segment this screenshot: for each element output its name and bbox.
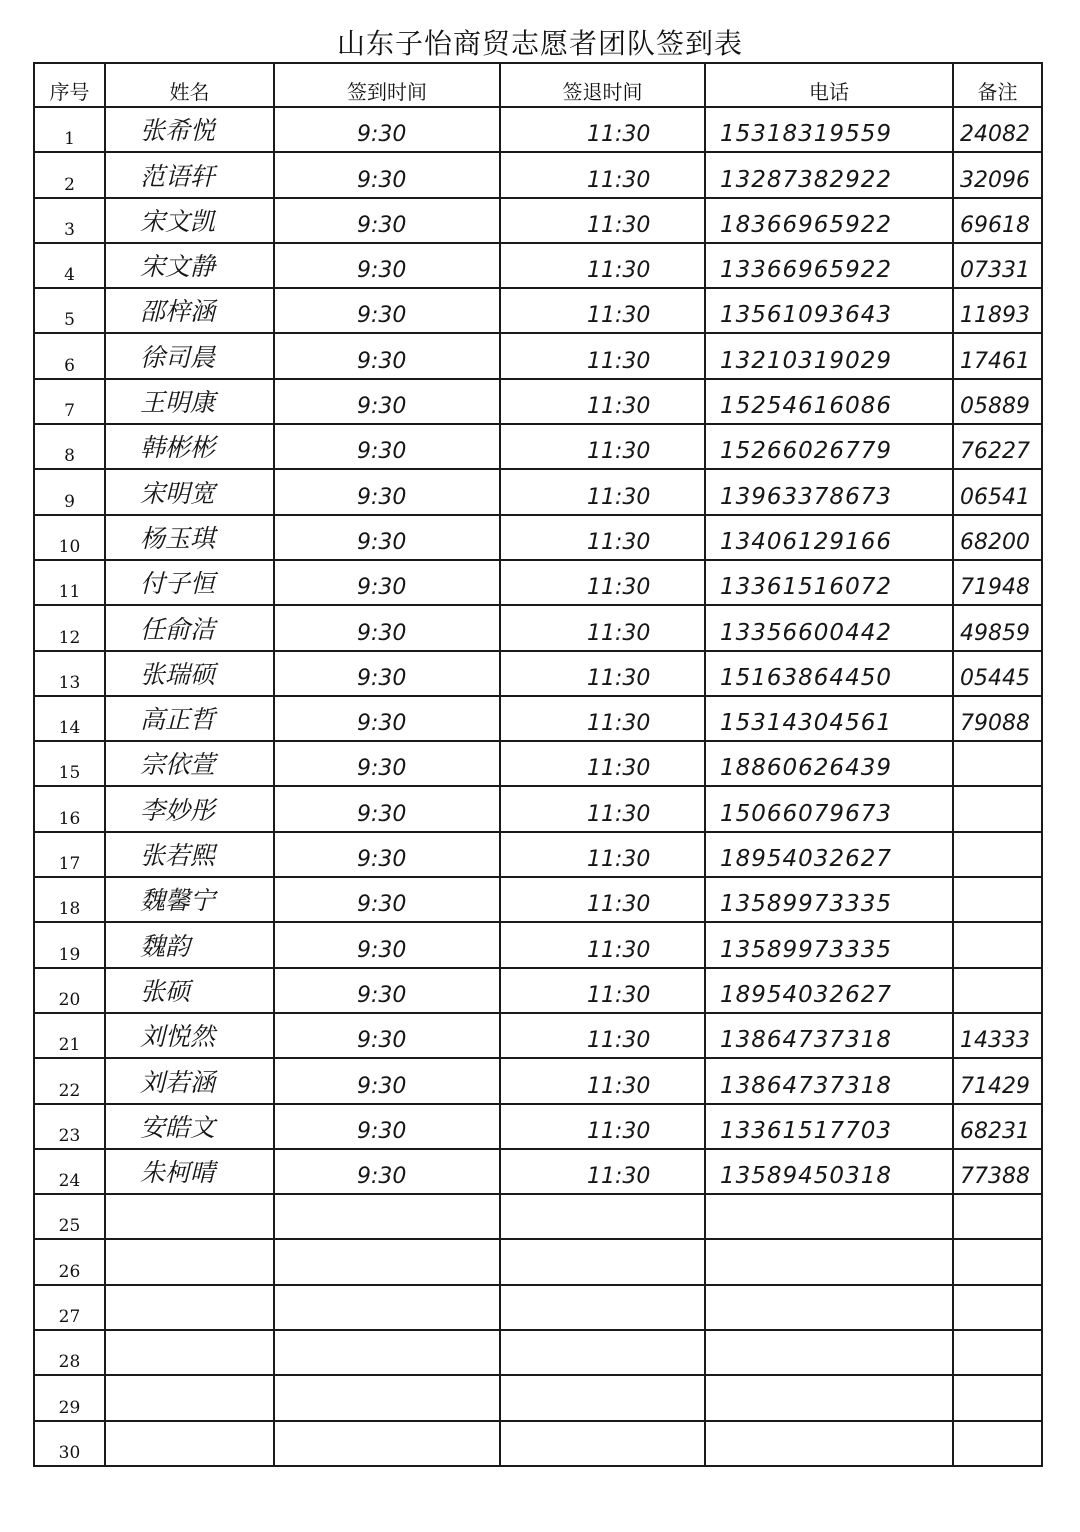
name-cell <box>105 1194 274 1239</box>
header-note: 备注 <box>953 63 1042 107</box>
signout-time-cell <box>500 1375 705 1420</box>
row-number: 7 <box>34 379 105 424</box>
name-cell: 刘若涵 <box>105 1058 274 1103</box>
name-cell <box>105 1239 274 1284</box>
signin-table <box>33 62 1043 1467</box>
table-row <box>34 877 1042 922</box>
row-number: 27 <box>34 1285 105 1330</box>
phone-cell: 18860626439 <box>705 741 953 786</box>
note-cell <box>953 741 1042 786</box>
signout-time-cell: 11:30 <box>500 469 705 514</box>
name-cell: 宋明宽 <box>105 469 274 514</box>
name-cell: 范语轩 <box>105 152 274 197</box>
note-cell <box>953 968 1042 1013</box>
signin-time-cell: 9:30 <box>274 152 500 197</box>
signin-time-cell: 9:30 <box>274 560 500 605</box>
signin-time-cell: 9:30 <box>274 696 500 741</box>
signout-time-cell <box>500 1421 705 1466</box>
name-cell: 张瑞硕 <box>105 651 274 696</box>
table-row <box>34 424 1042 469</box>
table-row <box>34 968 1042 1013</box>
name-cell: 安皓文 <box>105 1104 274 1149</box>
name-cell <box>105 1421 274 1466</box>
signin-time-cell <box>274 1285 500 1330</box>
note-cell: 05445 <box>953 651 1042 696</box>
signin-time-cell: 9:30 <box>274 1104 500 1149</box>
note-cell: 06541 <box>953 469 1042 514</box>
note-cell <box>953 1375 1042 1420</box>
phone-cell: 13406129166 <box>705 515 953 560</box>
table-row <box>34 152 1042 197</box>
row-number: 24 <box>34 1149 105 1194</box>
signin-time-cell: 9:30 <box>274 741 500 786</box>
table-row <box>34 1421 1042 1466</box>
table-row <box>34 243 1042 288</box>
row-number: 2 <box>34 152 105 197</box>
note-cell: 79088 <box>953 696 1042 741</box>
header-signin-time: 签到时间 <box>274 63 500 107</box>
row-number: 3 <box>34 198 105 243</box>
signin-time-cell: 9:30 <box>274 922 500 967</box>
note-cell: 76227 <box>953 424 1042 469</box>
table-row <box>34 832 1042 877</box>
signout-time-cell: 11:30 <box>500 741 705 786</box>
note-cell: 69618 <box>953 198 1042 243</box>
signout-time-cell: 11:30 <box>500 1104 705 1149</box>
name-cell: 邵梓涵 <box>105 288 274 333</box>
signin-time-cell: 9:30 <box>274 379 500 424</box>
signout-time-cell: 11:30 <box>500 288 705 333</box>
header-phone: 电话 <box>705 63 953 107</box>
signout-time-cell: 11:30 <box>500 152 705 197</box>
row-number: 17 <box>34 832 105 877</box>
note-cell: 14333 <box>953 1013 1042 1058</box>
signout-time-cell <box>500 1330 705 1375</box>
signin-time-cell <box>274 1239 500 1284</box>
row-number: 13 <box>34 651 105 696</box>
page-title: 山东子怡商贸志愿者团队签到表 <box>336 27 743 60</box>
note-cell: 17461 <box>953 333 1042 378</box>
signin-time-cell <box>274 1375 500 1420</box>
note-cell: 05889 <box>953 379 1042 424</box>
table-row <box>34 1330 1042 1375</box>
name-cell: 张希悦 <box>105 107 274 152</box>
name-cell <box>105 1330 274 1375</box>
row-number: 6 <box>34 333 105 378</box>
row-number: 25 <box>34 1194 105 1239</box>
signin-time-cell: 9:30 <box>274 605 500 650</box>
row-number: 19 <box>34 922 105 967</box>
name-cell <box>105 1285 274 1330</box>
table-row <box>34 786 1042 831</box>
phone-cell: 15254616086 <box>705 379 953 424</box>
note-cell: 68200 <box>953 515 1042 560</box>
name-cell: 杨玉琪 <box>105 515 274 560</box>
row-number: 8 <box>34 424 105 469</box>
signin-time-cell: 9:30 <box>274 198 500 243</box>
signout-time-cell: 11:30 <box>500 968 705 1013</box>
phone-cell: 18366965922 <box>705 198 953 243</box>
signout-time-cell <box>500 1239 705 1284</box>
note-cell: 49859 <box>953 605 1042 650</box>
table-row <box>34 1013 1042 1058</box>
table-row <box>34 651 1042 696</box>
table-row <box>34 560 1042 605</box>
signin-time-cell: 9:30 <box>274 333 500 378</box>
signout-time-cell: 11:30 <box>500 333 705 378</box>
row-number: 4 <box>34 243 105 288</box>
signin-time-cell: 9:30 <box>274 832 500 877</box>
row-number: 5 <box>34 288 105 333</box>
signout-time-cell <box>500 1194 705 1239</box>
table-row <box>34 1104 1042 1149</box>
signin-time-cell: 9:30 <box>274 469 500 514</box>
name-cell: 张硕 <box>105 968 274 1013</box>
phone-cell: 13864737318 <box>705 1013 953 1058</box>
phone-cell: 13287382922 <box>705 152 953 197</box>
note-cell <box>953 1330 1042 1375</box>
row-number: 26 <box>34 1239 105 1284</box>
name-cell: 宋文凯 <box>105 198 274 243</box>
phone-cell: 13356600442 <box>705 605 953 650</box>
note-cell <box>953 786 1042 831</box>
signout-time-cell: 11:30 <box>500 696 705 741</box>
phone-cell: 13864737318 <box>705 1058 953 1103</box>
name-cell: 宋文静 <box>105 243 274 288</box>
signout-time-cell: 11:30 <box>500 832 705 877</box>
signout-time-cell: 11:30 <box>500 424 705 469</box>
phone-cell: 18954032627 <box>705 832 953 877</box>
name-cell: 韩彬彬 <box>105 424 274 469</box>
signout-time-cell: 11:30 <box>500 515 705 560</box>
note-cell <box>953 877 1042 922</box>
row-number: 14 <box>34 696 105 741</box>
name-cell: 高正哲 <box>105 696 274 741</box>
row-number: 22 <box>34 1058 105 1103</box>
note-cell: 07331 <box>953 243 1042 288</box>
note-cell: 32096 <box>953 152 1042 197</box>
row-number: 20 <box>34 968 105 1013</box>
signout-time-cell: 11:30 <box>500 379 705 424</box>
signin-time-cell: 9:30 <box>274 1013 500 1058</box>
signout-time-cell <box>500 1285 705 1330</box>
name-cell <box>105 1375 274 1420</box>
table-row <box>34 1194 1042 1239</box>
note-cell: 71429 <box>953 1058 1042 1103</box>
name-cell: 魏韵 <box>105 922 274 967</box>
signout-time-cell: 11:30 <box>500 107 705 152</box>
table-row <box>34 379 1042 424</box>
signout-time-cell: 11:30 <box>500 243 705 288</box>
signin-time-cell: 9:30 <box>274 424 500 469</box>
header-no: 序号 <box>34 63 105 107</box>
phone-cell: 15314304561 <box>705 696 953 741</box>
table-row <box>34 1285 1042 1330</box>
signin-time-cell: 9:30 <box>274 786 500 831</box>
signin-time-cell: 9:30 <box>274 877 500 922</box>
note-cell <box>953 1239 1042 1284</box>
signin-time-cell: 9:30 <box>274 968 500 1013</box>
phone-cell <box>705 1375 953 1420</box>
phone-cell: 13361516072 <box>705 560 953 605</box>
row-number: 1 <box>34 107 105 152</box>
signin-time-cell: 9:30 <box>274 107 500 152</box>
signout-time-cell: 11:30 <box>500 605 705 650</box>
phone-cell: 13589973335 <box>705 922 953 967</box>
phone-cell: 13561093643 <box>705 288 953 333</box>
signin-time-cell: 9:30 <box>274 1149 500 1194</box>
phone-cell <box>705 1421 953 1466</box>
row-number: 28 <box>34 1330 105 1375</box>
name-cell: 刘悦然 <box>105 1013 274 1058</box>
name-cell: 朱柯晴 <box>105 1149 274 1194</box>
signin-time-cell: 9:30 <box>274 651 500 696</box>
table-row <box>34 1149 1042 1194</box>
row-number: 15 <box>34 741 105 786</box>
row-number: 16 <box>34 786 105 831</box>
signin-time-cell: 9:30 <box>274 515 500 560</box>
table-row <box>34 333 1042 378</box>
row-number: 12 <box>34 605 105 650</box>
note-cell: 71948 <box>953 560 1042 605</box>
table-row <box>34 1058 1042 1103</box>
table-row <box>34 741 1042 786</box>
signout-time-cell: 11:30 <box>500 786 705 831</box>
note-cell <box>953 1194 1042 1239</box>
row-number: 29 <box>34 1375 105 1420</box>
phone-cell: 13589973335 <box>705 877 953 922</box>
phone-cell: 15163864450 <box>705 651 953 696</box>
row-number: 11 <box>34 560 105 605</box>
table-row <box>34 1375 1042 1420</box>
note-cell <box>953 1421 1042 1466</box>
name-cell: 宗依萱 <box>105 741 274 786</box>
name-cell: 付子恒 <box>105 560 274 605</box>
name-cell: 徐司晨 <box>105 333 274 378</box>
header-name: 姓名 <box>105 63 274 107</box>
signout-time-cell: 11:30 <box>500 922 705 967</box>
note-cell: 11893 <box>953 288 1042 333</box>
note-cell: 77388 <box>953 1149 1042 1194</box>
table-row <box>34 469 1042 514</box>
phone-cell <box>705 1285 953 1330</box>
table-row <box>34 605 1042 650</box>
note-cell <box>953 922 1042 967</box>
phone-cell: 15066079673 <box>705 786 953 831</box>
table-row <box>34 696 1042 741</box>
signin-time-cell <box>274 1330 500 1375</box>
note-cell: 24082 <box>953 107 1042 152</box>
phone-cell: 13366965922 <box>705 243 953 288</box>
row-number: 30 <box>34 1421 105 1466</box>
row-number: 23 <box>34 1104 105 1149</box>
header-signout-time: 签退时间 <box>500 63 705 107</box>
note-cell <box>953 832 1042 877</box>
header-row <box>34 63 1042 107</box>
table-row <box>34 922 1042 967</box>
name-cell: 任俞洁 <box>105 605 274 650</box>
phone-cell: 18954032627 <box>705 968 953 1013</box>
phone-cell: 15318319559 <box>705 107 953 152</box>
name-cell: 王明康 <box>105 379 274 424</box>
table-row <box>34 515 1042 560</box>
name-cell: 张若熙 <box>105 832 274 877</box>
signout-time-cell: 11:30 <box>500 1013 705 1058</box>
signout-time-cell: 11:30 <box>500 560 705 605</box>
signin-time-cell: 9:30 <box>274 288 500 333</box>
signin-time-cell: 9:30 <box>274 1058 500 1103</box>
signout-time-cell: 11:30 <box>500 198 705 243</box>
table-row <box>34 288 1042 333</box>
signin-time-cell: 9:30 <box>274 243 500 288</box>
name-cell: 李妙彤 <box>105 786 274 831</box>
table-row <box>34 1239 1042 1284</box>
row-number: 18 <box>34 877 105 922</box>
table-row <box>34 107 1042 152</box>
row-number: 21 <box>34 1013 105 1058</box>
name-cell: 魏馨宁 <box>105 877 274 922</box>
signout-time-cell: 11:30 <box>500 877 705 922</box>
signout-time-cell: 11:30 <box>500 1058 705 1103</box>
note-cell: 68231 <box>953 1104 1042 1149</box>
row-number: 9 <box>34 469 105 514</box>
row-number: 10 <box>34 515 105 560</box>
phone-cell: 13210319029 <box>705 333 953 378</box>
phone-cell: 13589450318 <box>705 1149 953 1194</box>
phone-cell <box>705 1330 953 1375</box>
signin-time-cell <box>274 1421 500 1466</box>
table-row <box>34 198 1042 243</box>
phone-cell: 15266026779 <box>705 424 953 469</box>
signout-time-cell: 11:30 <box>500 651 705 696</box>
signin-time-cell <box>274 1194 500 1239</box>
phone-cell <box>705 1239 953 1284</box>
phone-cell: 13361517703 <box>705 1104 953 1149</box>
phone-cell: 13963378673 <box>705 469 953 514</box>
phone-cell <box>705 1194 953 1239</box>
note-cell <box>953 1285 1042 1330</box>
signout-time-cell: 11:30 <box>500 1149 705 1194</box>
